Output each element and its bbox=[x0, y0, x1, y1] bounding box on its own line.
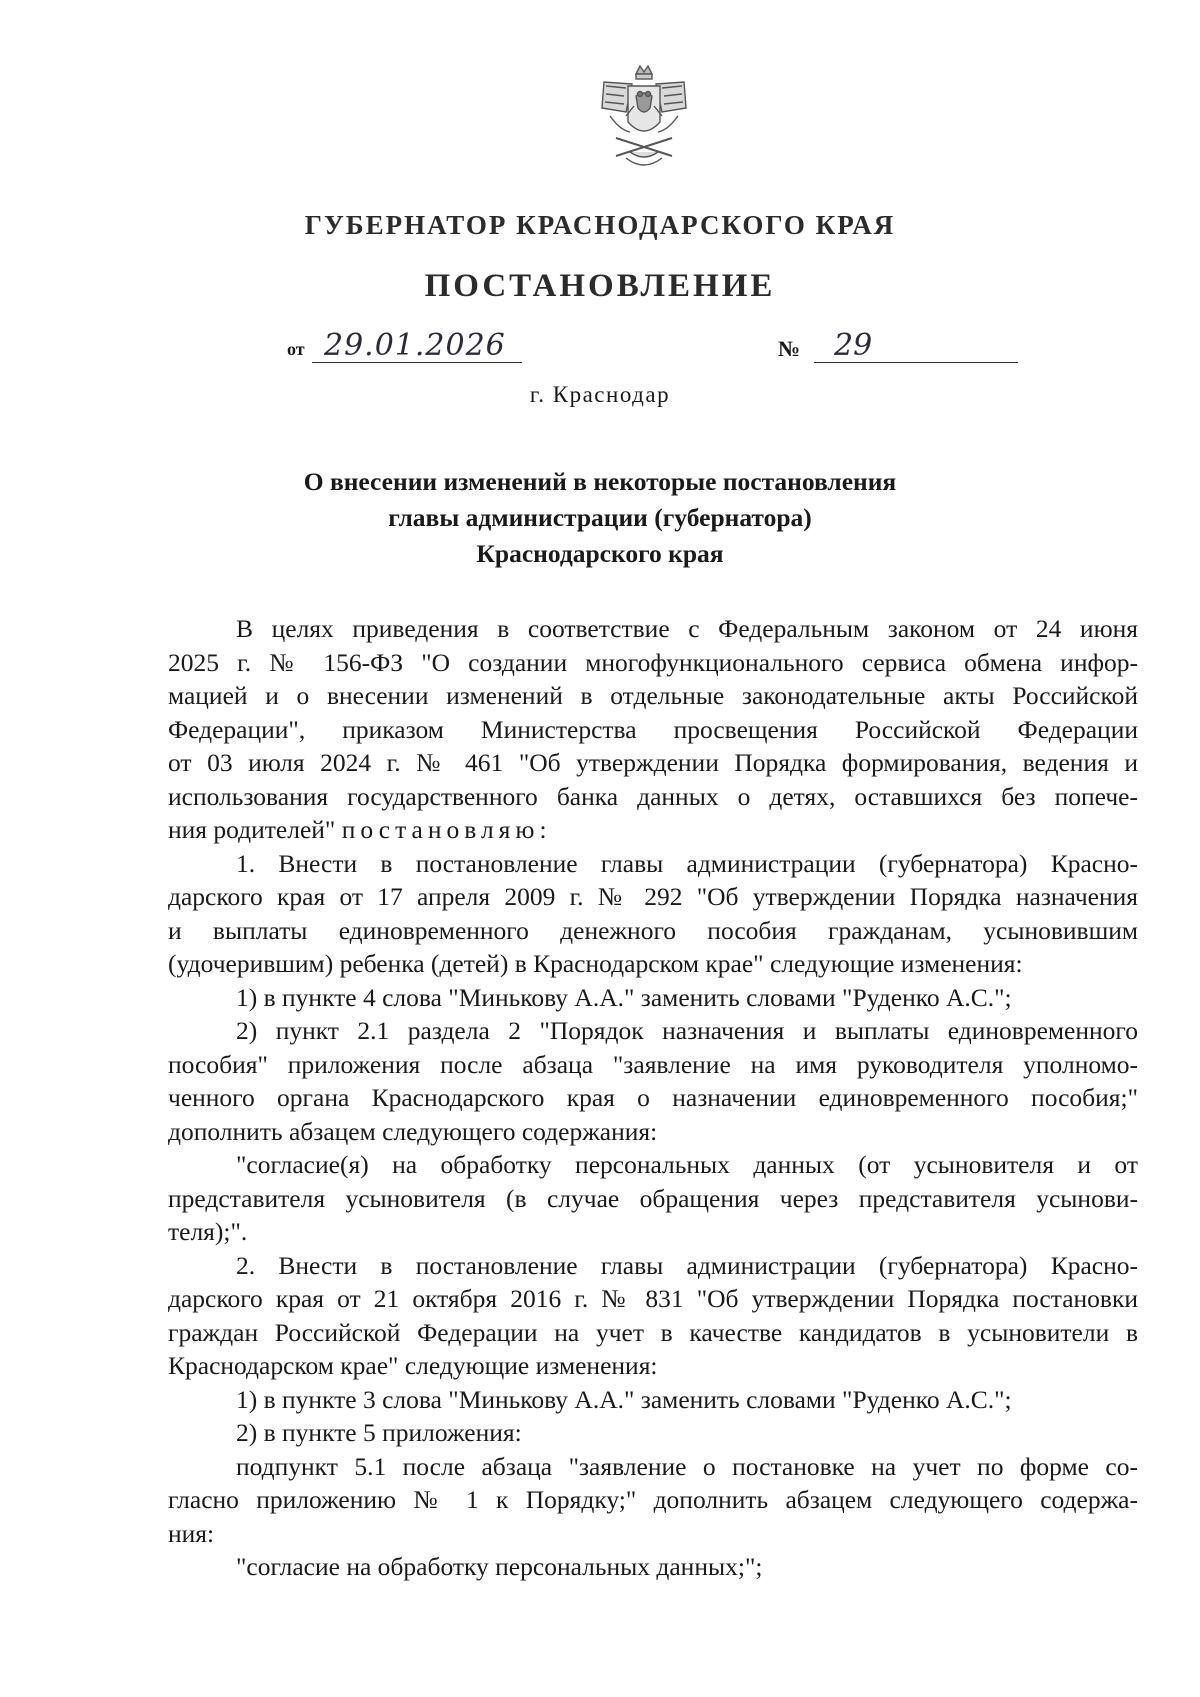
body-line: дополнить абзацем следующего содержания: bbox=[168, 1116, 658, 1146]
body-line: "согласие на обработку персональных данных;"; bbox=[236, 1552, 763, 1581]
body-line: дарского края от 17 апреля 2009 г. № 292 "Об утверждении Порядка назначения bbox=[168, 882, 1138, 911]
body-line: пособия" приложения после абзаца "заявление на имя руководителя уполномо- bbox=[168, 1049, 1138, 1079]
body-line: подпункт 5.1 после абзаца "заявление о постановке на учет по форме со- bbox=[236, 1451, 1138, 1481]
body-line: ния: bbox=[168, 1518, 215, 1548]
subject-line: О внесении изменений в некоторые постановления bbox=[303, 467, 897, 496]
document-date: 29.01.2026 bbox=[324, 328, 506, 363]
body-line: 1. Внести в постановление главы администрации (губернатора) Красно- bbox=[236, 848, 1138, 878]
krasnodar-krai-coat-of-arms-icon bbox=[596, 60, 692, 178]
body-line: гласно приложению № 1 к Порядку;" дополнить абзацем следующего содержа- bbox=[168, 1485, 1138, 1514]
body-line: 2. Внести в постановление главы администрации (губернатора) Красно- bbox=[236, 1250, 1138, 1280]
body-line: граждан Российской Федерации на учет в качестве кандидатов в усыновители в bbox=[168, 1317, 1138, 1347]
body-line: (удочерившим) ребенка (детей) в Краснодарском крае" следующие изменения: bbox=[168, 949, 1023, 978]
body-line: 2025 г. № 156-ФЗ "О создании многофункционального сервиса обмена инфор- bbox=[168, 647, 1138, 677]
body-line: представителя усыновителя (в случае обращения через представителя усынови- bbox=[168, 1183, 1138, 1213]
body-line: 1) в пункте 4 слова "Минькову А.А." заменить словами "Руденко А.С."; bbox=[236, 982, 1012, 1012]
body-line: В целях приведения в соответствие с Федеральным законом от 24 июня bbox=[236, 614, 1138, 643]
body-line: дарского края от 21 октября 2016 г. № 831 "Об утверждении Порядка постановки bbox=[168, 1284, 1138, 1313]
body-line: использования государственного банка данных о детях, оставшихся без попече- bbox=[168, 781, 1138, 811]
subject-line: главы администрации (губернатора) bbox=[388, 503, 812, 532]
number-field bbox=[814, 328, 1018, 363]
number-prefix: № bbox=[778, 336, 801, 361]
body-line: теля);". bbox=[168, 1217, 248, 1246]
body-line: ченного органа Краснодарского края о назначении единовременного пособия;" bbox=[168, 1083, 1138, 1112]
body-line: 2) пункт 2.1 раздела 2 "Порядок назначения и выплаты единовременного bbox=[236, 1016, 1138, 1045]
decree-word: постановляю: bbox=[341, 815, 552, 844]
body-line: мацией и о внесении изменений в отдельные законодательные акты Российской bbox=[168, 681, 1138, 710]
subject-line: Краснодарского края bbox=[476, 539, 724, 568]
date-field bbox=[312, 328, 522, 363]
document-type: ПОСТАНОВЛЕНИЕ bbox=[424, 268, 776, 304]
date-prefix: от bbox=[287, 339, 305, 359]
document-subject bbox=[0, 464, 1200, 572]
body-line: ния родителей" постановляю: bbox=[168, 815, 552, 844]
body-line: "согласие(я) на обработку персональных данных (от усыновителя и от bbox=[236, 1150, 1138, 1179]
issuing-city: г. Краснодар bbox=[529, 382, 671, 407]
body-line: Краснодарском крае" следующие изменения: bbox=[168, 1351, 658, 1380]
document-body bbox=[168, 612, 1138, 1584]
body-line: Федерации", приказом Министерства просвещения Российской Федерации bbox=[168, 714, 1138, 744]
body-line: и выплаты единовременного денежного пособия гражданам, усыновившим bbox=[168, 915, 1138, 945]
document-number: 29 bbox=[834, 328, 873, 363]
issuing-authority: ГУБЕРНАТОР КРАСНОДАРСКОГО КРАЯ bbox=[304, 210, 896, 240]
body-line: 1) в пункте 3 слова "Минькову А.А." заменить словами "Руденко А.С."; bbox=[236, 1384, 1012, 1414]
body-line: 2) в пункте 5 приложения: bbox=[236, 1418, 522, 1447]
body-line: от 03 июля 2024 г. № 461 "Об утверждении Порядка формирования, ведения и bbox=[168, 748, 1138, 777]
